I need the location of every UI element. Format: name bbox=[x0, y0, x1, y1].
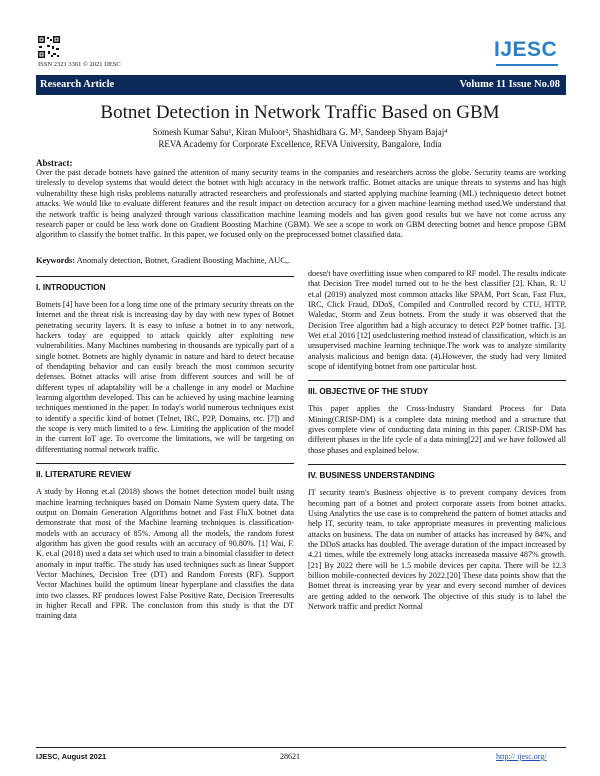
objective-text: This paper applies the Cross-Industry Standard Process for Data Mining(CRISP-DM) is a complete data mining method and a structure that gives complete view of conducting data mining in this paper. CRISP-DM has different phases in the life cycle of a data mining[22] and we have followed all those phases and explained below. bbox=[308, 404, 566, 455]
objective-heading: III. OBJECTIVE OF THE STUDY bbox=[308, 387, 429, 397]
page-number: 28621 bbox=[280, 752, 300, 761]
introduction-heading: I. INTRODUCTION bbox=[36, 283, 106, 292]
section-divider bbox=[308, 380, 566, 381]
qr-code-icon bbox=[38, 36, 60, 58]
keywords-line bbox=[36, 256, 566, 265]
literature-review-text: A study by Honng et.al (2018) shows the botnet detection model built using machine learning techniques based on Domain Name System query data. The output on Domain Generation Algorithms botnet and Fast FluX botnet data demonstrate that most of the Machine learning techniques is classification- models with an accuracy of 85%. Among all the models, the random forest algorithm has given the good results with an accuracy of 90.80%. [1] Wai, F. K. et.al (2018) used a data set which used to train a binomial classifier to detect anomaly in input traffic. The study has used techniques such as linear Support Vector Machines, Decision Tree (DT) and Random Forests (RF). Support Vector Machines build the optimum linear hyperplane and classifies the data into two classes. RF produces lowest False Positive Rate, Decision Treeresults in higher Recall and FPR. The conclusion from this study is that the DT training data bbox=[36, 487, 294, 621]
business-understanding-heading: IV. BUSINESS UNDERSTANDING bbox=[308, 471, 435, 481]
article-banner bbox=[36, 75, 566, 95]
literature-review-continued: doesn't have overfitting issue when compared to RF model. The results indicate that Decision Tree model turned out to be the best classifier [2]. Khan, R. U et.al (2019) analyzed most common attacks like SPAM, Port Scan, Fast Flux, IRC, Click Fraud, DDoS, Compiled and Controlled record by CTU, HTTP, Waledac, Storm and Zeus botnets. From the study it was observed that the Decision Tree algorithm had a high accuracy to detect P2P botnet traffic. [3]. Wei et.al 2016 [12] usedclustering method instead of classification, which is an unsupervised machine learning technique.The work was to analyze similarity analysis malicious and benign data. (4).However, the study had very limited scope of identifying botnet from one particular host. bbox=[308, 269, 566, 372]
journal-logo bbox=[494, 38, 557, 62]
section-divider bbox=[308, 464, 566, 465]
volume-issue: Volume 11 Issue No.08 bbox=[459, 79, 560, 90]
left-column bbox=[36, 276, 294, 630]
paper-title: Botnet Detection in Network Traffic Based on GBM bbox=[100, 102, 500, 123]
section-divider bbox=[36, 463, 294, 464]
abstract-text: Over the past decade botnets have gained the attention of many security teams in the companies and researchers across the globe. Security teams are working tirelessly to develop systems that would detect the botnet with high accuracy in the network traffic. Botnet attacks are unique threats to systems and has high vulnerability these high risks problems naturally attracted researchers and professionals and started applying machine learning (ML) techniquesto detect botnet attacks. We would like to evaluate different features and the result impact on detection accuracy for a given machine learning method used.We understand that the network traffic is being analyzed through various classification machine learning models and has given good results but we have not come across any research paper or could be less work done on Gradient Boosting Machine (GBM). We see a scope to work on GBM detecting botnet and hence propose GBM algorithm to classify the botnet traffic. In this paper, we focused only on the preprocessed botnet classified data. bbox=[36, 168, 566, 240]
section-divider bbox=[36, 276, 294, 277]
abstract-heading: Abstract: bbox=[36, 158, 73, 168]
introduction-text: Botnets [4] have been for a long time one of the primary security threats on the Internet and the threat risk is increasing day by day with new types of Botnet penetrating security layers. It is easy to infuse a botnet in to any network, hackers today are equipped to attack quickly after exploiting new vulnerabilities. Many Machines numbering in thousands are typically part of a single botnet. Botnets are highly dynamic in nature and hard to detect because of thendapting behavior and can easily breach the most common security defenses. Botnet attacks will arise from different sources and will be of different types of adaptability will be a challenge in any model or Machine learning algorithm developed. This can be achieved by using machine learning techniques mentioned in the paper. In today's world numerous techniques exist to identify a specific kind of botnet (Telnet, IRC, P2P, Domains, etc. [7]) and the scope is very much limited to a few. Limiting the application of the model in the current IoT age. To overcome the limitations, we will be targeting on differentiating normal network traffic. bbox=[36, 300, 294, 454]
journal-url-link[interactable]: http:// ijesc.org/ bbox=[496, 752, 547, 761]
issn-line: ISSN 2321 3361 © 2021 IJESC bbox=[38, 61, 121, 68]
keywords-text: Anomaly detection, Botnet, Gradient Boosting Machine, AUC,. bbox=[75, 256, 291, 265]
footer-divider bbox=[36, 747, 566, 748]
logo-underline bbox=[496, 64, 558, 66]
footer-journal-date: IJESC, August 2021 bbox=[36, 752, 107, 761]
business-understanding-text: IT security team's Business objective is to prevent company devices from becoming part of a botnet and protect corporate assets from botnet attacks. Using Analytics the use case is to comprehend the pattern of botnet attacks and help IT, security team, to take appropriate measures in preventing malicious attacks on business. The data on number of attacks has increased by 84%, and the DDoS attacks has doubled. The average duration of the impact increased by 4.21 times, while the extremely long attacks increasedа massive 487% growth.[21] By 2022 there will be 1.5 mobile devices per capita. There will be 12.3 billion mobile-connected devices by 2022.[20] These data points show that the Botnet threat is increasing year by year and every second number of devices are getting added to the network The objective of this study is to label the Network traffic and predict Normal bbox=[308, 488, 566, 611]
journal-logo-text: IJESC bbox=[494, 38, 558, 61]
author-list: Somesh Kumar Sahu¹, Kiran Muloor², Shashidhara G. M³, Sandeep Shyam Bajaj⁴ bbox=[152, 127, 448, 137]
literature-review-heading: II. LITERATURE REVIEW bbox=[36, 470, 131, 480]
affiliation: REVA Academy for Corporate Excellence, REVA University, Bangalore, India bbox=[158, 139, 442, 149]
right-column bbox=[308, 269, 566, 620]
article-type: Research Article bbox=[40, 79, 115, 90]
keywords-label: Keywords: bbox=[36, 256, 76, 265]
